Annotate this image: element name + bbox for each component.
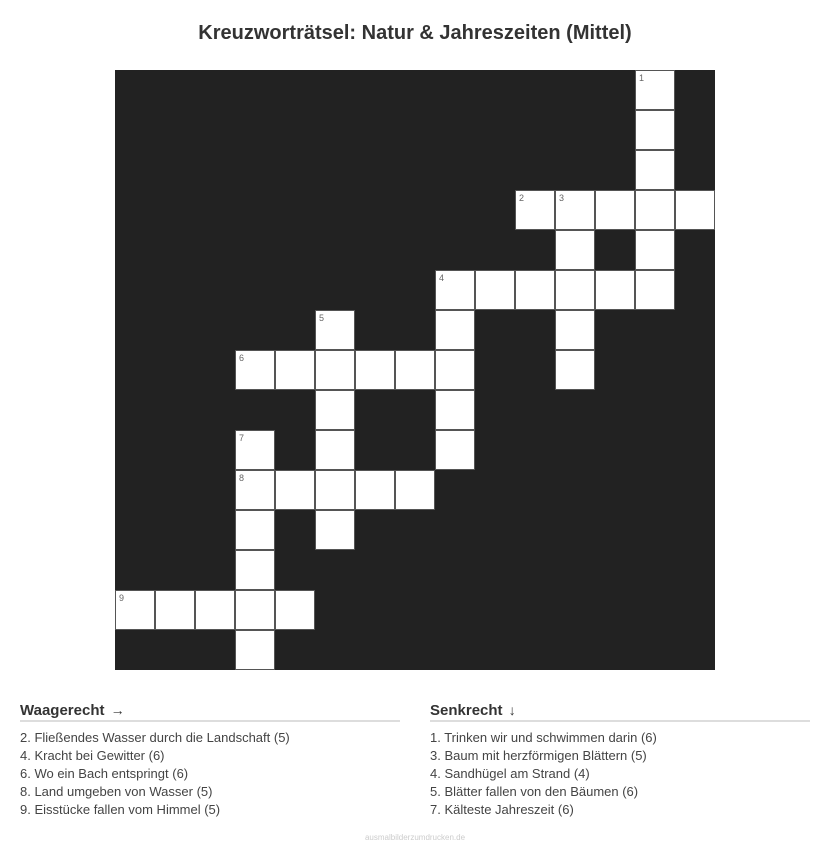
down-clue: 3. Baum mit herzförmigen Blättern (5) (430, 748, 647, 763)
crossword-cell[interactable] (635, 110, 675, 150)
clue-number: 5 (319, 313, 325, 323)
crossword-cell[interactable] (235, 510, 275, 550)
down-heading-label: Senkrecht (430, 702, 503, 719)
crossword-cell[interactable] (635, 270, 675, 310)
crossword-cell[interactable] (395, 470, 435, 510)
down-arrow-icon: ↓ (508, 702, 516, 718)
crossword-cell[interactable] (195, 590, 235, 630)
clue-number: 8 (239, 473, 245, 483)
right-arrow-icon: → (110, 702, 125, 718)
down-clues (430, 702, 810, 819)
crossword-cell[interactable] (235, 630, 275, 670)
crossword-cell[interactable] (395, 350, 435, 390)
crossword-cell[interactable] (435, 430, 475, 470)
crossword-cell[interactable] (315, 510, 355, 550)
crossword-cell[interactable] (555, 270, 595, 310)
clue-number: 4 (439, 273, 445, 283)
crossword-cell[interactable] (435, 390, 475, 430)
crossword-cell[interactable] (315, 390, 355, 430)
crossword-cell[interactable] (235, 590, 275, 630)
crossword-cell[interactable] (595, 270, 635, 310)
crossword-cell[interactable] (635, 230, 675, 270)
crossword-cell[interactable] (515, 270, 555, 310)
crossword-cell[interactable] (555, 230, 595, 270)
crossword-cell[interactable] (275, 470, 315, 510)
crossword-cell[interactable] (275, 590, 315, 630)
across-clue: 9. Eisstücke fallen vom Himmel (5) (20, 802, 221, 817)
clue-number: 7 (239, 433, 245, 443)
crossword-cell[interactable] (315, 430, 355, 470)
clue-number: 9 (119, 593, 125, 603)
crossword-cell[interactable] (235, 350, 275, 390)
footer-credit: ausmalbilderzumdrucken.de (364, 833, 466, 842)
crossword-cell[interactable] (435, 350, 475, 390)
across-heading (20, 702, 400, 722)
across-heading-label: Waagerecht (20, 702, 105, 719)
crossword-cell[interactable] (355, 470, 395, 510)
page-title: Kreuzworträtsel: Natur & Jahreszeiten (Mittel) (198, 22, 632, 44)
crossword-cell[interactable] (635, 150, 675, 190)
across-clue: 2. Fließendes Wasser durch die Landschaft (5) (20, 730, 290, 745)
across-clue: 8. Land umgeben von Wasser (5) (20, 784, 213, 799)
crossword-cell[interactable] (675, 190, 715, 230)
crossword-cell[interactable] (595, 190, 635, 230)
crossword-cell[interactable] (315, 470, 355, 510)
crossword-grid (115, 70, 715, 670)
crossword-cell[interactable] (315, 350, 355, 390)
down-clue: 7. Kälteste Jahreszeit (6) (430, 802, 574, 817)
across-clue: 4. Kracht bei Gewitter (6) (20, 748, 165, 763)
down-clue: 5. Blätter fallen von den Bäumen (6) (430, 784, 639, 799)
crossword-cell[interactable] (555, 310, 595, 350)
crossword-cell[interactable] (235, 470, 275, 510)
crossword-cell[interactable] (275, 350, 315, 390)
crossword-cell[interactable] (235, 550, 275, 590)
crossword-cell[interactable] (555, 350, 595, 390)
down-heading (430, 702, 810, 722)
clue-number: 2 (519, 193, 525, 203)
across-clue: 6. Wo ein Bach entspringt (6) (20, 766, 189, 781)
clue-number: 3 (559, 193, 565, 203)
crossword-cell[interactable] (635, 70, 675, 110)
clue-number: 1 (639, 73, 645, 83)
crossword-cell[interactable] (115, 590, 155, 630)
clue-number: 6 (239, 353, 245, 363)
down-clue: 4. Sandhügel am Strand (4) (430, 766, 590, 781)
crossword-cell[interactable] (515, 190, 555, 230)
crossword-cell[interactable] (435, 310, 475, 350)
crossword-cell[interactable] (555, 190, 595, 230)
crossword-cell[interactable] (355, 350, 395, 390)
across-clues (20, 702, 400, 819)
crossword-cell[interactable] (315, 310, 355, 350)
crossword-cell[interactable] (475, 270, 515, 310)
down-clue: 1. Trinken wir und schwimmen darin (6) (430, 730, 657, 745)
crossword-cell[interactable] (235, 430, 275, 470)
crossword-cell[interactable] (435, 270, 475, 310)
crossword-cell[interactable] (155, 590, 195, 630)
crossword-cell[interactable] (635, 190, 675, 230)
